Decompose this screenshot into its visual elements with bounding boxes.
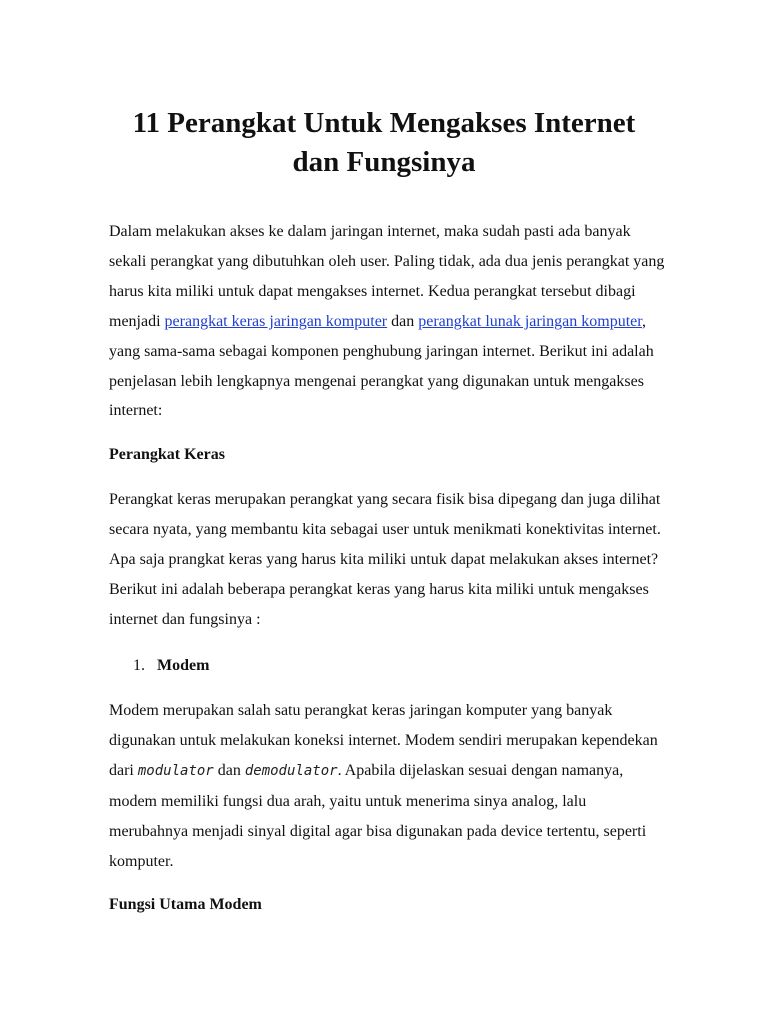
heading-fungsi-utama-modem: Fungsi Utama Modem [109, 896, 262, 913]
intro-text-1: Dalam melakukan akses ke dalam jaringan internet, maka sudah pasti ada banyak sekali perangkat yang dibutuhkan oleh user. Paling tidak, ada dua jenis perangkat yang harus kita miliki untuk dapat mengakses internet. Kedua perangkat tersebut dibagi menjadi [109, 223, 665, 330]
document-title [90, 104, 678, 182]
modem-paragraph [109, 696, 669, 876]
modem-text-2: dan [213, 761, 245, 779]
heading-perangkat-keras: Perangkat Keras [109, 446, 225, 463]
list-number: 1. [133, 657, 145, 674]
intro-text-3: , yang sama-sama sebagai komponen penghubung jaringan internet. Berikut ini adalah penjelasan lebih lengkapnya mengenai perangkat yang digunakan untuk mengakses internet: [109, 312, 654, 420]
term-modulator: modulator [137, 762, 214, 779]
hardware-paragraph: Perangkat keras merupakan perangkat yang secara fisik bisa dipegang dan juga dilihat secara nyata, yang membantu kita sebagai user untuk menikmati konektivitas internet. Apa saja prangkat keras yang harus kita miliki untuk dapat melakukan akses internet? Berikut ini adalah beberapa perangkat keras yang harus kita miliki untuk mengakses internet dan fungsinya : [109, 491, 661, 628]
title-line-1: 11 Perangkat Untuk Mengakses Internet [132, 107, 636, 139]
intro-text-2: dan [387, 312, 419, 330]
title-line-2: dan Fungsinya [292, 146, 476, 178]
link-software-network[interactable]: perangkat lunak jaringan komputer [418, 312, 642, 330]
term-demodulator: demodulator [244, 762, 338, 779]
list-label: Modem [157, 657, 210, 674]
intro-paragraph [109, 217, 669, 426]
link-hardware-network[interactable]: perangkat keras jaringan komputer [164, 312, 388, 330]
modem-text-1: Modem merupakan salah satu perangkat keras jaringan komputer yang banyak digunakan untuk melakukan koneksi internet. Modem sendiri merupakan kependekan dari [109, 702, 658, 779]
list-item-modem [133, 656, 209, 676]
modem-text-3: . Apabila dijelaskan sesuai dengan namanya, modem memiliki fungsi dua arah, yaitu untuk menerima sinya analog, lalu merubahnya menjadi sinyal digital agar bisa digunakan pada device tertentu, seperti komputer. [109, 761, 647, 870]
